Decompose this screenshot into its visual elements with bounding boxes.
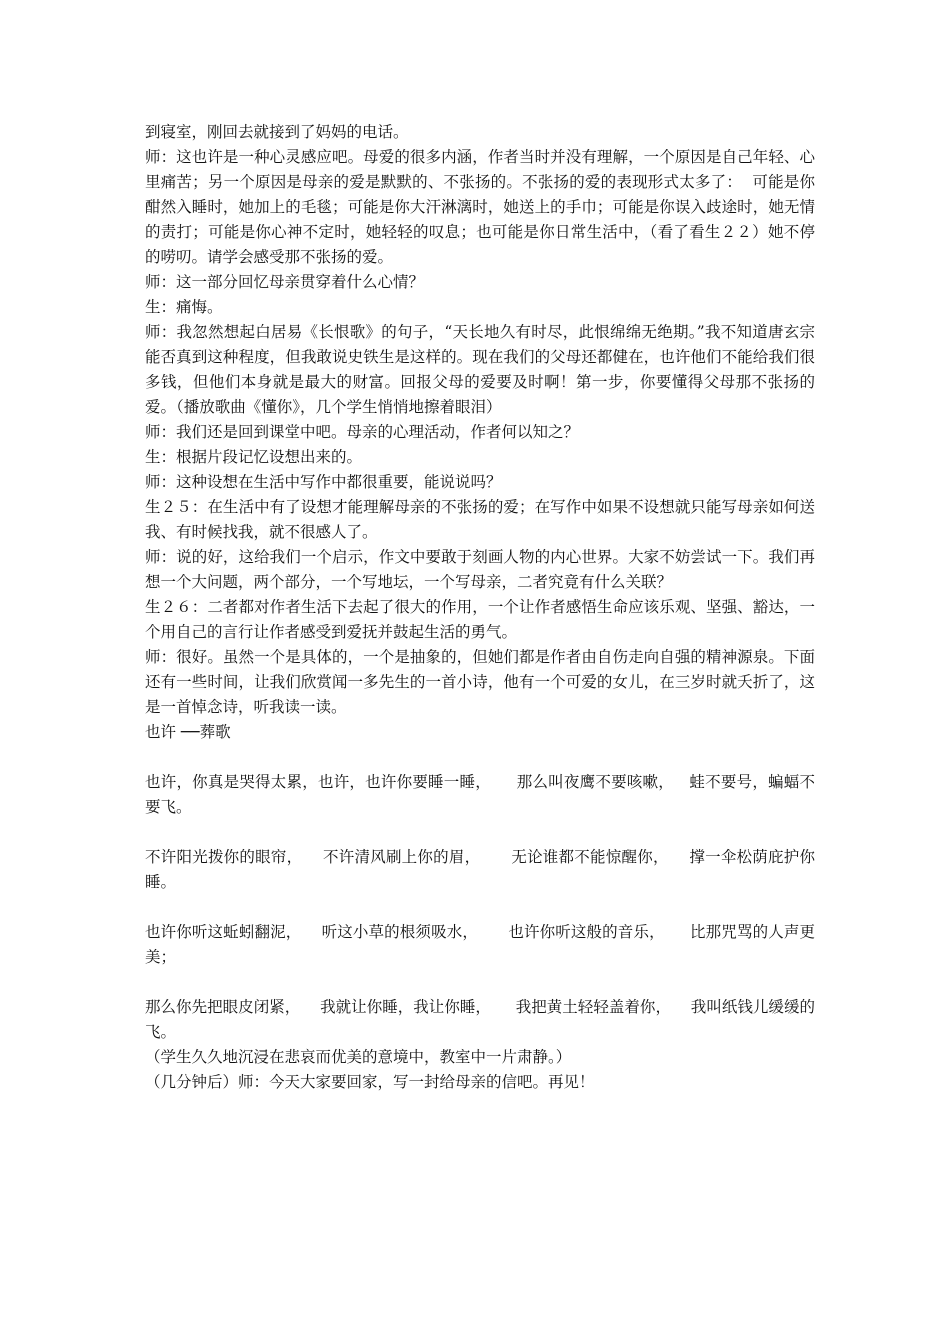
poem-stanza: 那么你先把眼皮闭紧， 我就让你睡，我让你睡， 我把黄土轻轻盖着你， 我叫纸钱儿缓缓的飞。	[145, 998, 815, 1041]
paragraph: 师：这种设想在生活中写作中都很重要，能说说吗？	[145, 473, 502, 491]
paragraph: 师：我们还是回到课堂中吧。母亲的心理活动，作者何以知之？	[145, 423, 580, 441]
stage-direction: （学生久久地沉浸在悲哀而优美的意境中，教室中一片肃静。）	[145, 1048, 572, 1066]
paragraph: 师：很好。虽然一个是具体的，一个是抽象的，但她们都是作者由自伤走向自强的精神源泉。下面还有一些时间，让我们欣赏闻一多先生的一首小诗，他有一个可爱的女儿，在三岁时就夭折了，这是一首悼念诗，听我读一读。	[145, 648, 815, 716]
blank-line	[145, 820, 815, 845]
paragraph: 师：这也许是一种心灵感应吧。母爱的很多内涵，作者当时并没有理解，一个原因是自己年轻、心里痛苦；另一个原因是母亲的爱是默默的、不张扬的。不张扬的爱的表现形式太多了： 可能是你酣然入睡时，她加上的毛毯；可能是你大汗淋漓时，她送上的手巾；可能是你误入歧途时，她无情的责打；可能是你心神不定时，她轻轻的叹息；也可能是你日常生活中，（看了看生２２）她不停的唠叨。请学会感受那不张扬的爱。	[145, 148, 815, 266]
closing-line: （几分钟后）师：今天大家要回家，写一封给母亲的信吧。再见！	[145, 1073, 595, 1091]
paragraph: 师：说的好，这给我们一个启示，作文中要敢于刻画人物的内心世界。大家不妨尝试一下。我们再想一个大问题，两个部分，一个写地坛，一个写母亲，二者究竟有什么关联？	[145, 548, 815, 591]
blank-line	[145, 745, 815, 770]
paragraph: 师：这一部分回忆母亲贯穿着什么心情？	[145, 273, 425, 291]
poem-stanza: 不许阳光拨你的眼帘， 不许清风刷上你的眉， 无论谁都不能惊醒你， 撑一伞松荫庇护你睡。	[145, 848, 815, 891]
paragraph: 生２６：二者都对作者生活下去起了很大的作用，一个让作者感悟生命应该乐观、坚强、豁达，一个用自己的言行让作者感受到爱抚并鼓起生活的勇气。	[145, 598, 815, 641]
paragraph: 师：我忽然想起白居易《长恨歌》的句子，“天长地久有时尽，此恨绵绵无绝期。”我不知道唐玄宗能否真到这种程度，但我敢说史铁生是这样的。现在我们的父母还都健在，也许他们不能给我们很多钱，但他们本身就是最大的财富。回报父母的爱要及时啊！第一步，你要懂得父母那不张扬的爱。（播放歌曲《懂你》，几个学生悄悄地擦着眼泪）	[145, 323, 815, 416]
poem-stanza: 也许你听这蚯蚓翻泥， 听这小草的根须吸水， 也许你听这般的音乐， 比那咒骂的人声更美；	[145, 923, 815, 966]
paragraph: 生：痛悔。	[145, 298, 223, 316]
document-body	[145, 120, 815, 1095]
paragraph: 生２５：在生活中有了设想才能理解母亲的不张扬的爱；在写作中如果不设想就只能写母亲如何送我、有时候找我，就不很感人了。	[145, 498, 815, 541]
blank-line	[145, 895, 815, 920]
paragraph: 到寝室，刚回去就接到了妈妈的电话。	[145, 123, 409, 141]
blank-line	[145, 970, 815, 995]
poem-stanza: 也许，你真是哭得太累，也许，也许你要睡一睡， 那么叫夜鹰不要咳嗽， 蛙不要号，蝙蝠不要飞。	[145, 773, 815, 816]
poem-title: 也许 ──葬歌	[145, 723, 231, 741]
paragraph: 生：根据片段记忆设想出来的。	[145, 448, 363, 466]
